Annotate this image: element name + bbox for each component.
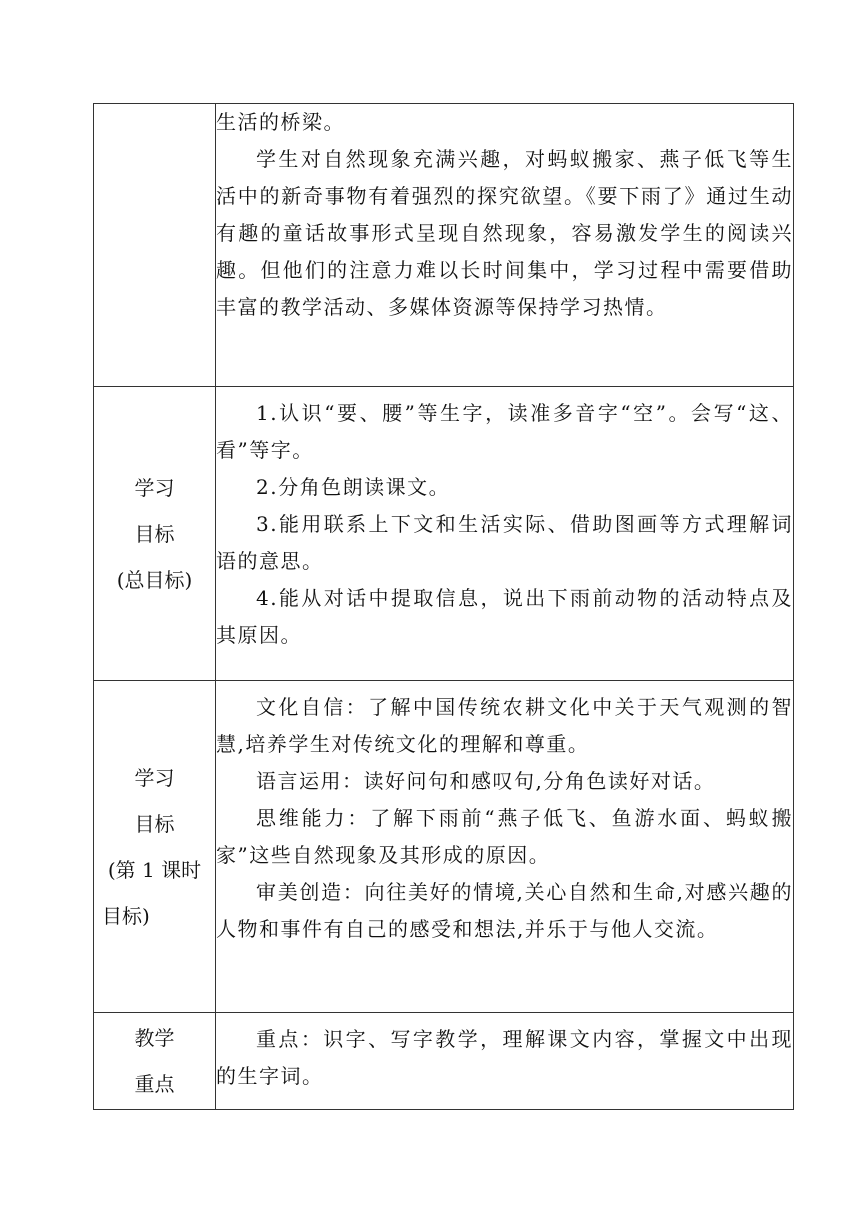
label-line: 学习 (134, 765, 175, 790)
row-content (216, 681, 794, 1013)
table-row (94, 1013, 794, 1110)
paragraph: 思维能力：了解下雨前“燕子低飞、鱼游水面、蚂蚁搬家”这些自然现象及其形成的原因。 (216, 806, 793, 867)
table-row (94, 104, 794, 387)
row-label (94, 681, 216, 1013)
paragraph: 4.能从对话中提取信息，说出下雨前动物的活动特点及其原因。 (216, 586, 793, 647)
row-label-empty (94, 104, 216, 387)
paragraph: 生活的桥梁。 (216, 110, 345, 134)
label-line: 重点 (134, 1072, 175, 1096)
label-line: 目标 (134, 811, 175, 836)
paragraph: 文化自信：了解中国传统农耕文化中关于天气观测的智慧,培养学生对传统文化的理解和尊重。 (216, 695, 793, 756)
paragraph: 语言运用：读好问句和感叹句,分角色读好对话。 (256, 769, 716, 793)
paragraph: 1.认识“要、腰”等生字，读准多音字“空”。会写“这、看”等字。 (216, 401, 793, 462)
paragraph: 2.分角色朗读课文。 (256, 475, 451, 499)
label-line: 目标) (102, 903, 150, 928)
row-content (216, 1013, 794, 1110)
paragraph: 3.能用联系上下文和生活实际、借助图画等方式理解词语的意思。 (216, 512, 793, 573)
row-label (94, 1013, 216, 1110)
paragraph: 学生对自然现象充满兴趣，对蚂蚁搬家、燕子低飞等生活中的新奇事物有着强烈的探究欲望。《要下雨了》通过生动有趣的童话故事形式呈现自然现象，容易激发学生的阅读兴趣。但他们的注意力难以长时间集中，学习过程中需要借助丰富的教学活动、多媒体资源等保持学习热情。 (216, 147, 793, 319)
row-label (94, 387, 216, 681)
row-content (216, 104, 794, 387)
row-content (216, 387, 794, 681)
label-line: 学习 (134, 475, 175, 500)
lesson-plan-table (93, 103, 794, 1110)
paragraph: 重点：识字、写字教学，理解课文内容，掌握文中出现的生字词。 (216, 1027, 793, 1088)
label-line: 教学 (134, 1026, 175, 1050)
table-row (94, 681, 794, 1013)
paragraph: 审美创造：向往美好的情境,关心自然和生命,对感兴趣的人物和事件有自己的感受和想法,并乐于与他人交流。 (216, 880, 793, 941)
label-line: (总目标) (116, 567, 193, 592)
label-line: (第 1 课时 (107, 857, 202, 882)
table-row (94, 387, 794, 681)
label-line: 目标 (134, 521, 175, 546)
